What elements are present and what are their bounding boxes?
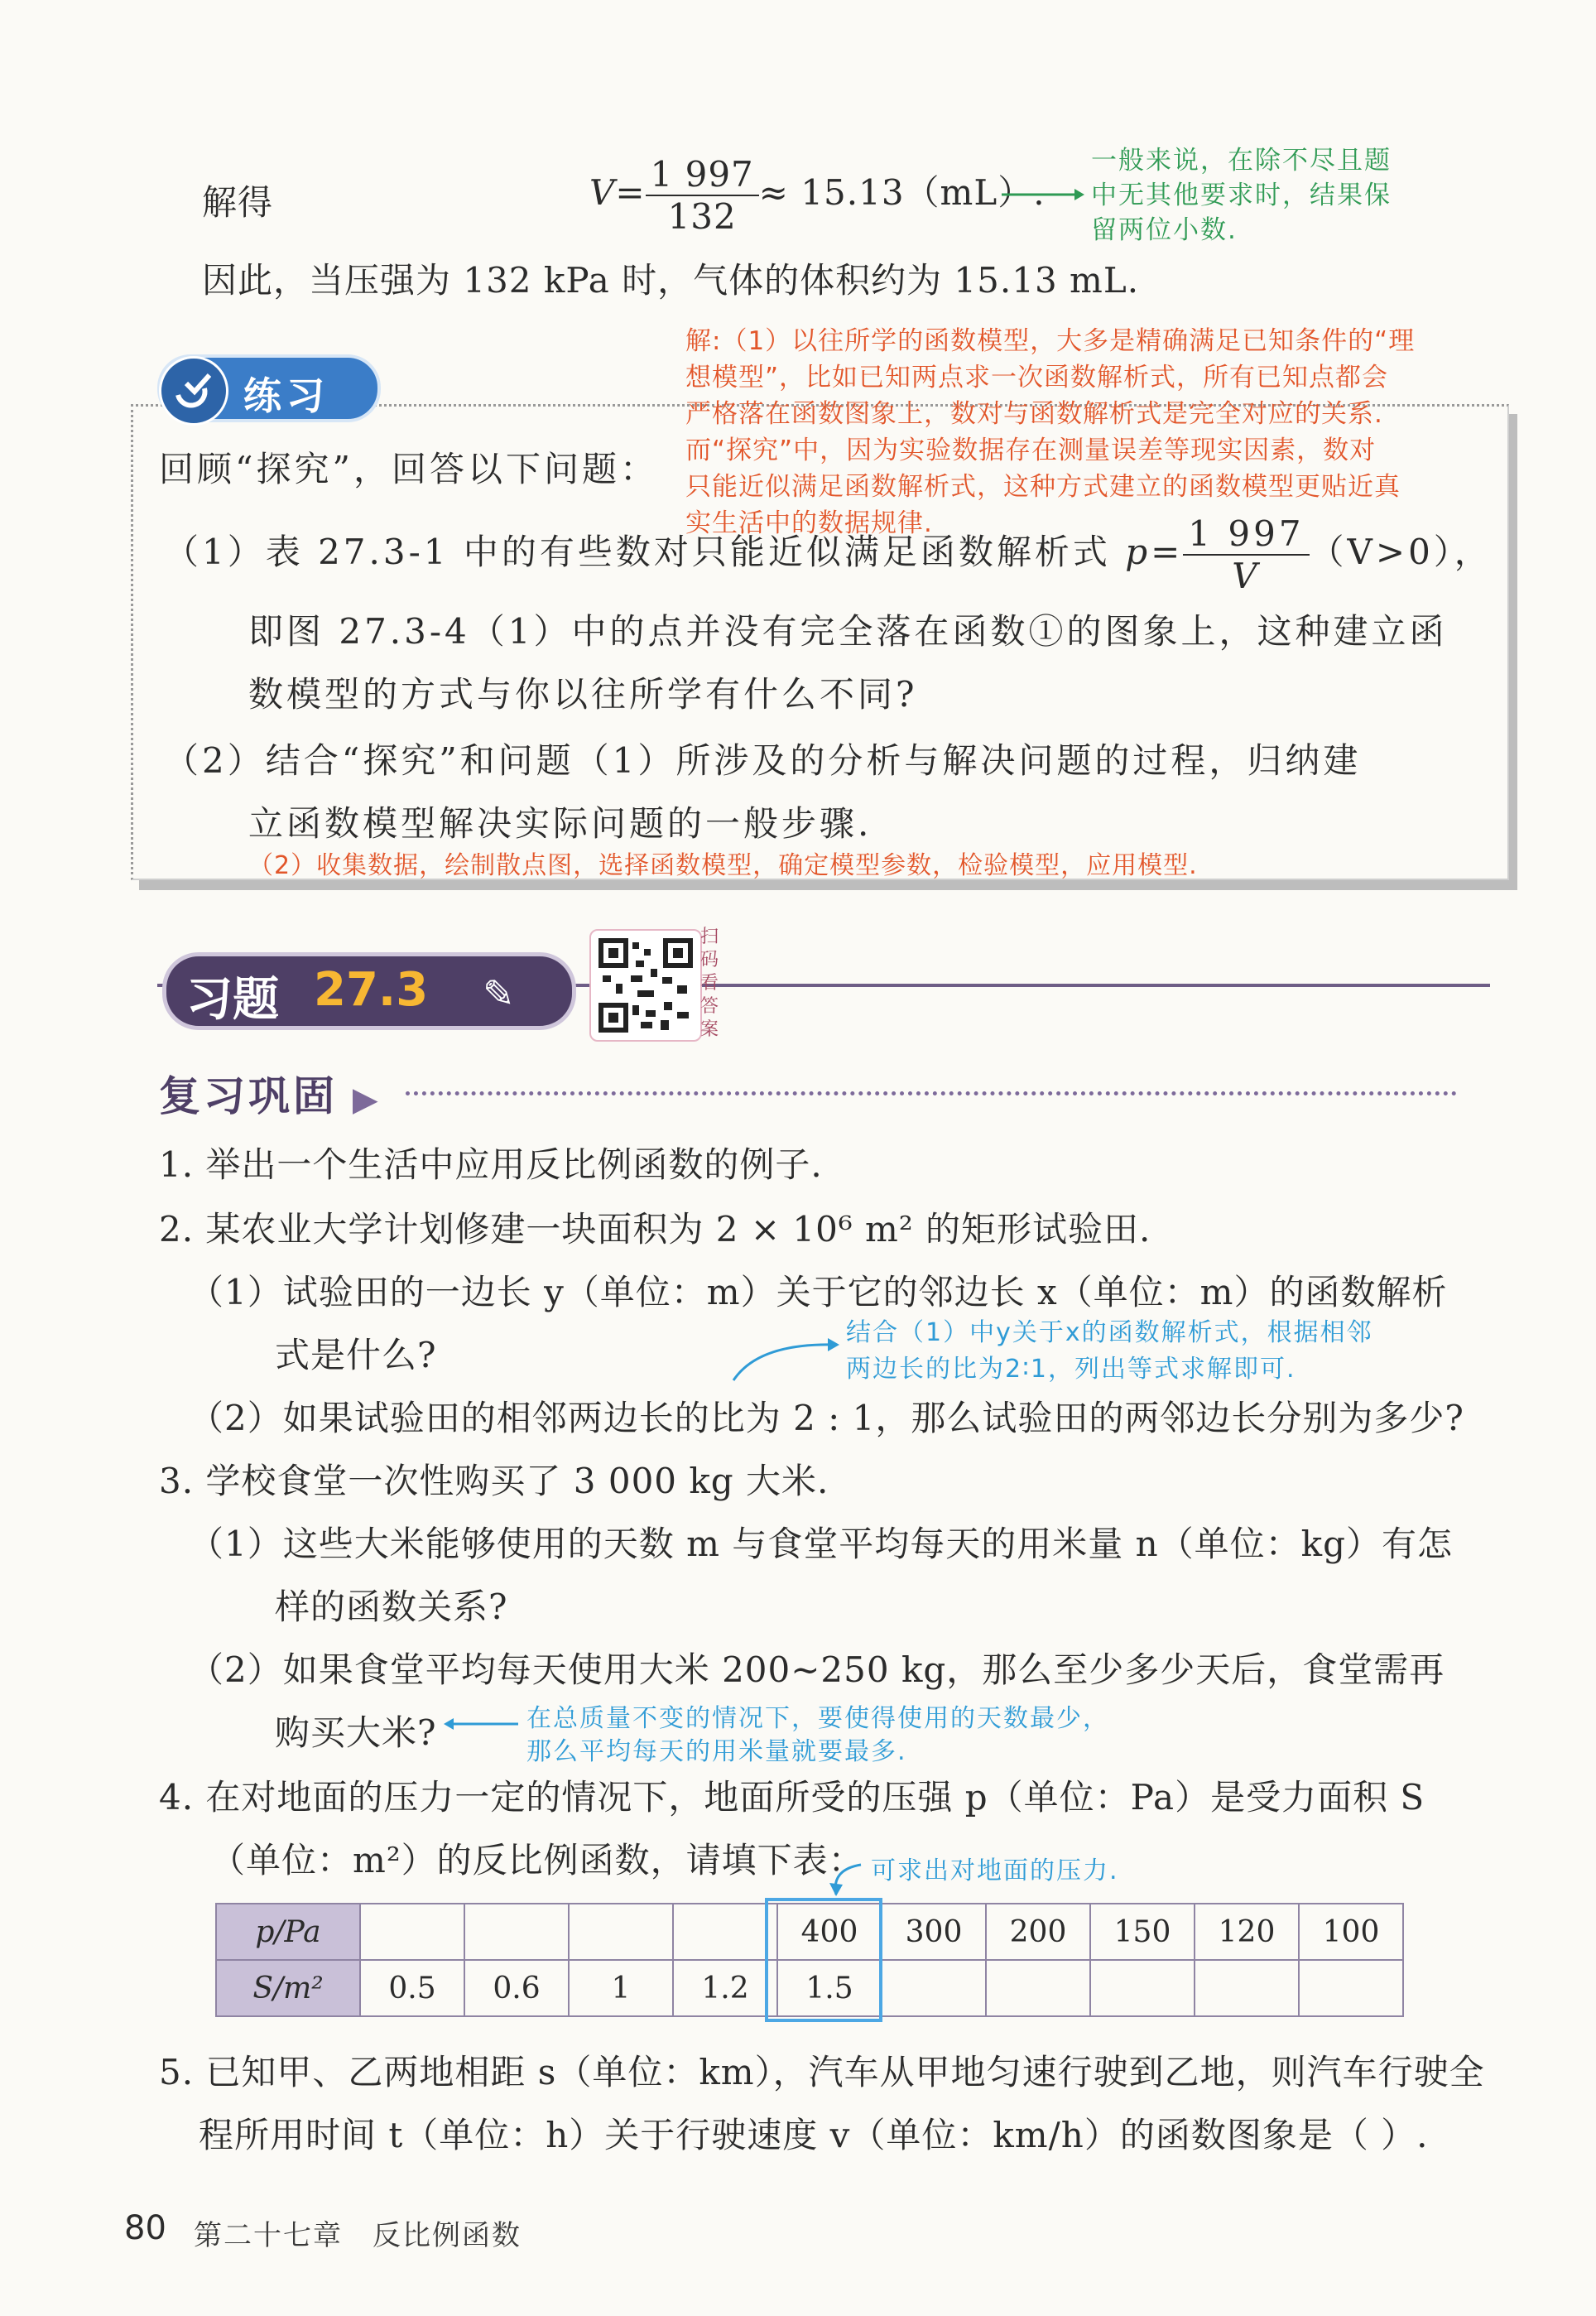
table-cell — [673, 1904, 777, 1960]
exercise-q3-2b: 购买大米? — [275, 1712, 437, 1753]
qr-caption: 扫码看答案 — [700, 927, 719, 1040]
table-cell: 120 — [1195, 1904, 1299, 1960]
exercise-q2-2: （2）如果试验田的相邻两边长的比为 2 : 1，那么试验田的两邻边长分别为多少? — [189, 1398, 1464, 1438]
exercise-q3-1: （1）这些大米能够使用的天数 m 与食堂平均每天的用米量 n（单位：kg）有怎 — [189, 1524, 1453, 1564]
highlight-box — [765, 1898, 882, 2022]
table-cell: 100 — [1299, 1904, 1403, 1960]
chapter-title: 第二十七章 反比例函数 — [194, 2219, 522, 2252]
practice-q2: （2）结合“探究”和问题（1）所涉及的分析与解决问题的过程，归纳建 — [164, 740, 1362, 781]
triangle-right-icon: ▶ — [338, 1081, 382, 1119]
exercise-q1: 1. 举出一个生活中应用反比例函数的例子. — [159, 1144, 823, 1185]
red-note-4: 而“探究”中，因为实验数据存在测量误差等现实因素，数对 — [685, 436, 1377, 465]
red-note-5: 只能近似满足函数解析式，这种方式建立的函数模型更贴近真 — [685, 472, 1401, 502]
red-note-2: 想模型”，比如已知两点求一次函数解析式，所有已知点都会 — [685, 363, 1389, 392]
green-note-2: 中无其他要求时，结果保 — [1091, 181, 1392, 210]
section-title: 复习巩固 ▶ — [159, 1072, 382, 1120]
table-cell — [360, 1904, 464, 1960]
exercise-title: 习题 — [186, 973, 279, 1027]
practice-q2-line2: 立函数模型解决实际问题的一般步骤. — [248, 803, 873, 844]
table-cell — [1299, 1960, 1403, 2016]
blue-note-1b: 两边长的比为2∶1，列出等式求解即可. — [846, 1355, 1296, 1384]
practice-intro: 回顾“探究”，回答以下问题： — [159, 449, 658, 489]
exercise-q3-2: （2）如果食堂平均每天使用大米 200~250 kg，那么至少多少天后，食堂需再 — [189, 1649, 1445, 1690]
exercise-q4: 4. 在对地面的压力一定的情况下，地面所受的压强 p（单位：Pa）是受力面积 S — [159, 1777, 1425, 1818]
practice-q1: （1）表 27.3-1 中的有些数对只能近似满足函数解析式 p= $\frac{1 997}{V}$ （V>0）， — [164, 513, 1493, 596]
exercise-q3-1b: 样的函数关系? — [275, 1587, 508, 1627]
table-cell — [986, 1960, 1090, 2016]
solution-label: 解得 — [202, 182, 274, 223]
green-note-3: 留两位小数. — [1091, 215, 1238, 245]
practice-tag — [157, 354, 381, 422]
blue-note-1a: 结合（1）中y关于x的函数解析式，根据相邻 — [846, 1318, 1373, 1347]
table-cell: 300 — [882, 1904, 986, 1960]
blue-note-2b: 那么平均每天的用米量就要最多. — [526, 1737, 907, 1766]
table-cell: 1.5 — [777, 1960, 882, 2016]
practice-label: 练习 — [243, 373, 329, 418]
blue-note-2a: 在总质量不变的情况下，要使得使用的天数最少， — [526, 1704, 1109, 1733]
arrow-left-icon — [444, 1716, 518, 1732]
table-cell — [464, 1904, 569, 1960]
exercise-q5: 5. 已知甲、乙两地相距 s（单位：km），汽车从甲地匀速行驶到乙地，则汽车行驶全 — [159, 2052, 1485, 2092]
table-head-p: p/Pa — [216, 1904, 360, 1960]
practice-icon — [159, 356, 228, 426]
table-cell: 200 — [986, 1904, 1090, 1960]
red-note-6: 实生活中的数据规律. — [685, 508, 933, 538]
table-cell — [1195, 1960, 1299, 2016]
exercise-q2: 2. 某农业大学计划修建一块面积为 2 × 10⁶ m² 的矩形试验田. — [159, 1209, 1151, 1249]
red-note-1: 解:（1）以往所学的函数模型，大多是精确满足已知条件的“理 — [685, 326, 1416, 356]
exercise-q5b: 程所用时间 t（单位：h）关于行驶速度 v（单位：km/h）的函数图象是（ ）. — [199, 2115, 1429, 2155]
solution-equation — [589, 154, 1046, 237]
solution-conclusion: 因此，当压强为 132 kPa 时，气体的体积约为 15.13 mL. — [202, 260, 1140, 301]
green-note-1: 一般来说，在除不尽且题 — [1091, 146, 1392, 176]
pencil-icon: ✎ — [483, 971, 515, 1016]
exercise-number: 27.3 — [314, 963, 429, 1017]
practice-q1-line2: 即图 27.3-4（1）中的点并没有完全落在函数①的图象上，这种建立函 — [248, 611, 1448, 652]
arrow-curve-icon — [820, 1855, 869, 1896]
exercise-q2-1b: 式是什么? — [275, 1335, 437, 1375]
table-head-s: S/m² — [216, 1960, 360, 2016]
table-cell — [882, 1960, 986, 2016]
red-note-answer-2: （2）收集数据，绘制散点图，选择函数模型，确定模型参数，检验模型，应用模型. — [248, 851, 1198, 880]
table-cell — [569, 1904, 673, 1960]
table-cell: 1 — [569, 1960, 673, 2016]
blue-note-3: 可求出对地面的压力. — [871, 1856, 1119, 1885]
approx-value: ≈ 15.13（mL）. — [758, 172, 1046, 213]
arrow-right-icon — [1002, 186, 1084, 203]
practice-q1-line3: 数模型的方式与你以往所学有什么不同? — [248, 674, 918, 715]
table-cell: 150 — [1090, 1904, 1195, 1960]
exercise-q3: 3. 学校食堂一次性购买了 3 000 kg 大米. — [159, 1461, 829, 1501]
q1-fraction: $\frac{1 997}{V}$ — [1183, 513, 1309, 596]
arrow-curve-icon — [725, 1335, 841, 1384]
red-note-3: 严格落在函数图象上，数对与函数解析式是完全对应的关系. — [685, 399, 1383, 429]
exercise-q2-1: （1）试验田的一边长 y（单位：m）关于它的邻边长 x（单位：m）的函数解析 — [189, 1272, 1448, 1312]
fraction: $\frac{1 997}{132}$ — [646, 154, 759, 237]
exercise-tag — [162, 952, 576, 1030]
table-cell: 0.5 — [360, 1960, 464, 2016]
table-cell: 0.6 — [464, 1960, 569, 2016]
page-number: 80 — [124, 2209, 166, 2247]
exercise-q4b: （单位：m²）的反比例函数，请填下表： — [210, 1840, 864, 1880]
qr-code-icon[interactable] — [589, 929, 702, 1042]
table-cell: 1.2 — [673, 1960, 777, 2016]
section-divider — [406, 1091, 1457, 1095]
table-cell — [1090, 1960, 1195, 2016]
table-cell: 400 — [777, 1904, 882, 1960]
v-prefix: V= — [589, 172, 646, 213]
